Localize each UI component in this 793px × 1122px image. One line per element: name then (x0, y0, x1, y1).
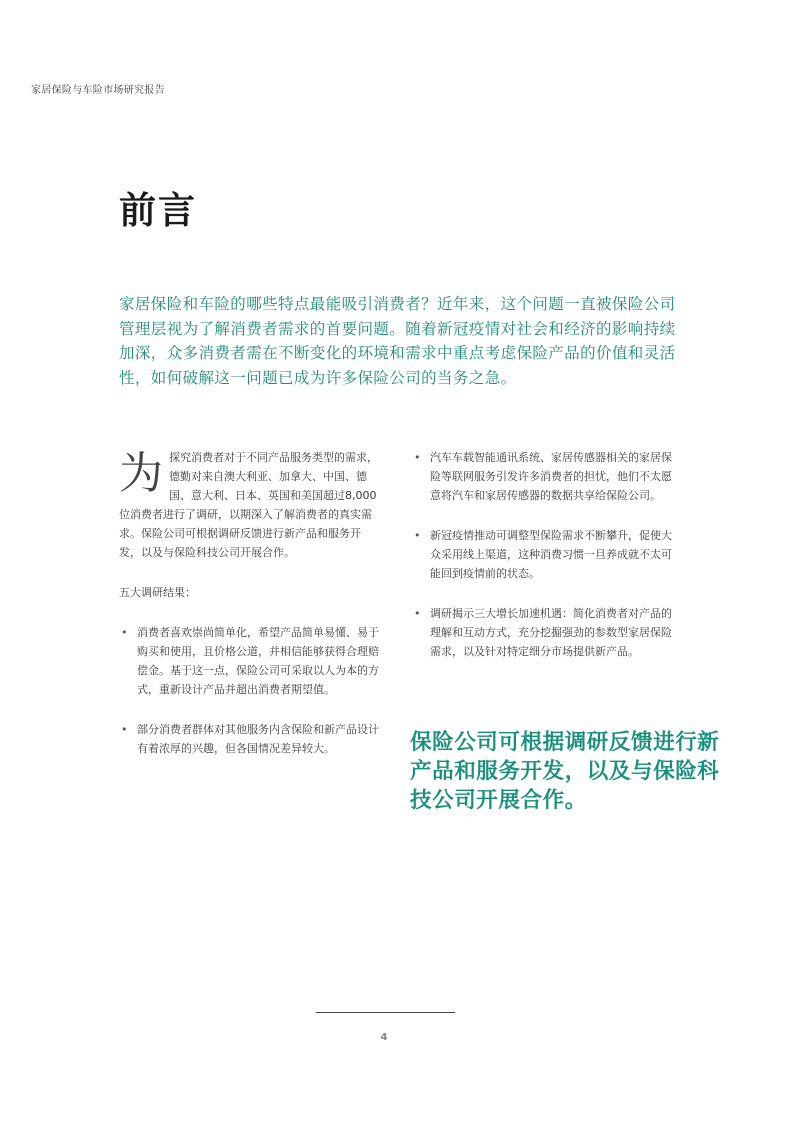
footer-divider (316, 1012, 455, 1013)
list-item: • 部分消费者群体对其他服务内含保险和新产品设计有着浓厚的兴趣，但各国情况差异较大。 (119, 720, 381, 758)
page-number: 4 (380, 1032, 388, 1043)
left-column (119, 448, 381, 758)
lead-paragraph: 探究消费者对于不同产品服务类型的需求，德勤对来自澳大利亚、加拿大、中国、德国、意大利、日本、英国和美国超过8,000位消费者进行了调研，以期深入了解消费者的真实需求。保险公司可根据调研反馈进行新产品和服务开发，以及与保险科技公司开展合作。 (119, 451, 378, 559)
pull-quote: 保险公司可根据调研反馈进行新产品和服务开发，以及与保险科技公司开展合作。 (410, 730, 720, 813)
list-item: • 调研揭示三大增长加速机遇：简化消费者对产品的理解和互动方式，充分挖掘强劲的参数型家居保险需求，以及针对特定细分市场提供新产品。 (412, 604, 677, 661)
lead-section (119, 448, 381, 562)
intro-paragraph: 家居保险和车险的哪些特点最能吸引消费者？近年来，这个问题一直被保险公司管理层视为了解消费者需求的首要问题。随着新冠疫情对社会和经济的影响持续加深，众多消费者需在不断变化的环境和需求中重点考虑保险产品的价值和灵活性，如何破解这一问题已成为许多保险公司的当务之急。 (119, 295, 676, 387)
page-title: 前言 (119, 189, 197, 232)
running-header: 家居保险与车险市场研究报告 (31, 85, 165, 96)
list-item: • 新冠疫情推动可调整型保险需求不断攀升，促使大众采用线上渠道，这种消费习惯一旦养成就不太可能回到疫情前的状态。 (412, 526, 677, 583)
list-item: • 汽车车载智能通讯系统、家居传感器相关的家居保险等联网服务引发许多消费者的担忧，他们不太愿意将汽车和家居传感器的数据共享给保险公司。 (412, 448, 677, 505)
dropcap: 为 (119, 448, 163, 499)
results-heading: 五大调研结果： (119, 586, 196, 599)
right-column (412, 448, 677, 661)
list-item: • 消费者喜欢崇尚简单化，希望产品简单易懂、易于购买和使用，且价格公道，并相信能够获得合理赔偿金。基于这一点，保险公司可采取以人为本的方式，重新设计产品并超出消费者期望值。 (119, 623, 381, 699)
